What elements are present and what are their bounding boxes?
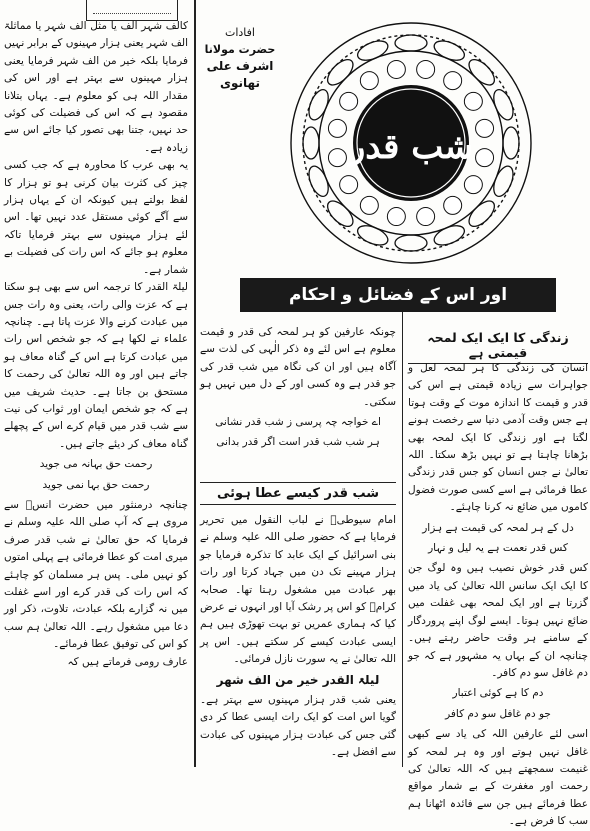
title-calligraphy: شب قدر	[348, 127, 474, 167]
left-paragraph: لیلۃ القدر کا ترجمہ اس سے بھی ہو سکتا ہے کہ عزت والی رات، یعنی وہ رات جس میں عبادت کرنے والا عزت پاتا ہے۔ چنانچہ علماء نے لکھا ہے کہ جو شخص اس رات میں عبادت کرتا ہے اس کے گناہ معاف ہو جاتے ہیں اور وہ اللہ تعالیٰ کی رحمت کا مستحق بن جاتا ہے۔ حدیث شریف میں ہے کہ جو شخص ایمان اور ثواب کی نیت سے شب قدر میں قیام کرے اس کے پچھلے گناہ معاف کر دیئے جاتے ہیں۔	[4, 281, 188, 450]
middle-paragraph: چونکہ عارفین کو ہر لمحہ کی قدر و قیمت معلوم ہے اس لئے وہ ذکر الٰہی کی لذت سے آگاہ ہیں اور ان کی نگاہ میں شب قدر کی جو قدر ہے وہ کسی اور کے دل میں نہیں ہو سکتی۔	[200, 326, 396, 408]
subtitle-banner	[240, 278, 556, 312]
left-verse: رحمت حق بہانہ می جوید	[39, 458, 153, 471]
right-heading	[408, 330, 588, 364]
middle-heading-text: شب قدر کیسے عطا ہوئی	[216, 486, 380, 501]
right-verse: دم کا ہے کوئی اعتبار	[452, 687, 544, 700]
left-paragraph: چنانچہ درمنثور میں حضرت انسؓ سے مروی ہے کہ آپ صلی اللہ علیہ وسلم نے فرمایا کہ حق تعالیٰ نے شب قدر صرف میری امت کو عطا فرمائی ہے پہلی امتوں کو نہیں ملی۔ پس ہر مسلمان کو چاہئے کہ اس رات کی قدر کرے اور اسے غفلت میں نہ گزارے بلکہ عبادت، تلاوت، ذکر اور دعا میں مشغول رہے۔ اللہ تعالیٰ ہم سب کو اس کی توفیق عطا فرمائے۔	[4, 498, 188, 651]
left-paragraph: یہ بھی عرب کا محاورہ ہے کہ جب کسی چیز کی کثرت بیان کرنی ہو تو ہزار کا لفظ بولتے ہیں کیونکہ ان کے یہاں ہزار سے آگے کوئی مستقل عدد نہیں تھا۔ اس لئے ہزار مہینوں سے بہتر فرمایا تاکہ معلوم ہو جائے کہ اس رات کی فضیلت بے شمار ہے۔	[4, 159, 188, 276]
author-prefix: افادات	[225, 26, 255, 39]
left-closing: عارف رومی فرماتے ہیں کہ	[67, 655, 188, 668]
left-column	[4, 18, 188, 765]
middle-verse: اے خواجہ چہ پرسی ز شب قدر نشانی	[215, 416, 381, 429]
subtitle-banner-text: اور اس کے فضائل و احکام	[288, 285, 508, 305]
middle-heading	[200, 482, 396, 505]
middle-paragraph: یعنی شب قدر ہزار مہینوں سے بہتر ہے۔ گویا اس امت کو ایک رات ایسی عطا کر دی گئی جس کی عبادت ہزار مہینوں کی عبادت سے افضل ہے۔	[200, 694, 396, 759]
middle-column-intro	[200, 324, 396, 455]
column-rule-middle	[402, 302, 403, 767]
right-verse: جو دم غافل سو دم کافر	[445, 707, 551, 720]
column-rule-left	[194, 0, 196, 767]
right-verse: دل کے ہر لمحہ کی قیمت ہے ہزار	[422, 521, 574, 534]
right-paragraph: کس قدر خوش نصیب ہیں وہ لوگ جن کا ایک ایک سانس اللہ تعالیٰ کی یاد میں گزرتا ہے اور ایک لمحہ بھی غفلت میں ضائع نہیں ہوتا۔ ایسے لوگ اپنے پروردگار کے سامنے ہر وقت حاضر رہتے ہیں۔ چنانچہ ان کے بہاں یہ مشہور ہے کہ جو دم غافل سو دم کافر۔	[408, 562, 588, 679]
left-paragraph: کالف شہر الف یا مثل الف شہر یا مماثلۃ الف شہر یعنی ہزار مہینوں کے برابر نہیں فرمایا بلکہ خیر من الف شہر فرمایا یعنی ہزار مہینوں سے بہتر ہے اور اس کی مقدار اللہ ہی کو معلوم ہے۔ یہاں بتلانا مقصود ہے کہ اس کی فضیلت کی کوئی حد نہیں، جتنا بھی تصور کیا جائے اس سے زیادہ ہے۔	[4, 20, 188, 154]
middle-verse: ہر شب شب قدر است اگر قدر بدانی	[216, 436, 380, 449]
left-verse: رحمت حق بہا نمی جوید	[42, 478, 150, 491]
author-title: حضرت مولانا	[204, 43, 276, 56]
author-credit	[200, 24, 280, 92]
right-paragraph: انسان کی زندگی کا ہر لمحہ لعل و جواہرات سے زیادہ قیمتی ہے اس کی قدر و قیمت کا اندازہ موت کے وقت ہوتا ہے جس وقت آدمی دنیا سے رخصت ہونے لگتا ہے اور زندگی کا ایک لمحہ بھی بڑھانا چاہتا ہے تو نہیں بڑھ سکتا۔ اللہ تعالیٰ نے جس انسان کو جس قدر زندگی عطا فرمائی ہے اسے کسی صورت فضول کاموں میں ضائع نہ کرنا چاہئے۔	[408, 362, 588, 514]
middle-paragraph: امام سیوطیؒ نے لباب النقول میں تحریر فرمایا ہے کہ حضور صلی اللہ علیہ وسلم نے بنی اسرائیل کے ایک عابد کا تذکرہ فرمایا جو ہزار مہینے تک دن میں جہاد کرتا اور رات بھر عبادت میں مشغول رہتا تھا۔ صحابہ کرامؓ کو اس پر رشک آیا اور انہوں نے عرض کیا کہ ہماری عمریں تو بہت تھوڑی ہیں ہم ایسی عبادت کیسے کر سکتے ہیں۔ اس پر اللہ تعالیٰ نے یہ سورت نازل فرمائی۔	[200, 514, 396, 666]
right-heading-text: زندگی کا ایک ایک لمحہ قیمتی ہے	[427, 330, 569, 360]
right-column	[408, 360, 588, 828]
middle-column-body	[200, 512, 396, 765]
right-verse: کس قدر نعمت ہے یہ لیل و نہار	[428, 542, 568, 555]
right-paragraph: اسی لئے عارفین اللہ کی یاد سے کبھی غافل نہیں ہوتے اور وہ ہر لمحہ کو غنیمت سمجھتے ہیں کہ اللہ تعالیٰ کی رحمت اور مغفرت کے بے شمار مواقع عطا فرمائے ہیں جن سے فائدہ اٹھانا ہم سب کا فرض ہے۔	[408, 728, 588, 828]
floral-medallion-ornament	[280, 12, 542, 274]
author-name: اشرف علی تھانوی	[206, 59, 274, 90]
middle-quote: لیلۃ القدر خیر من الف شھر	[216, 672, 380, 687]
